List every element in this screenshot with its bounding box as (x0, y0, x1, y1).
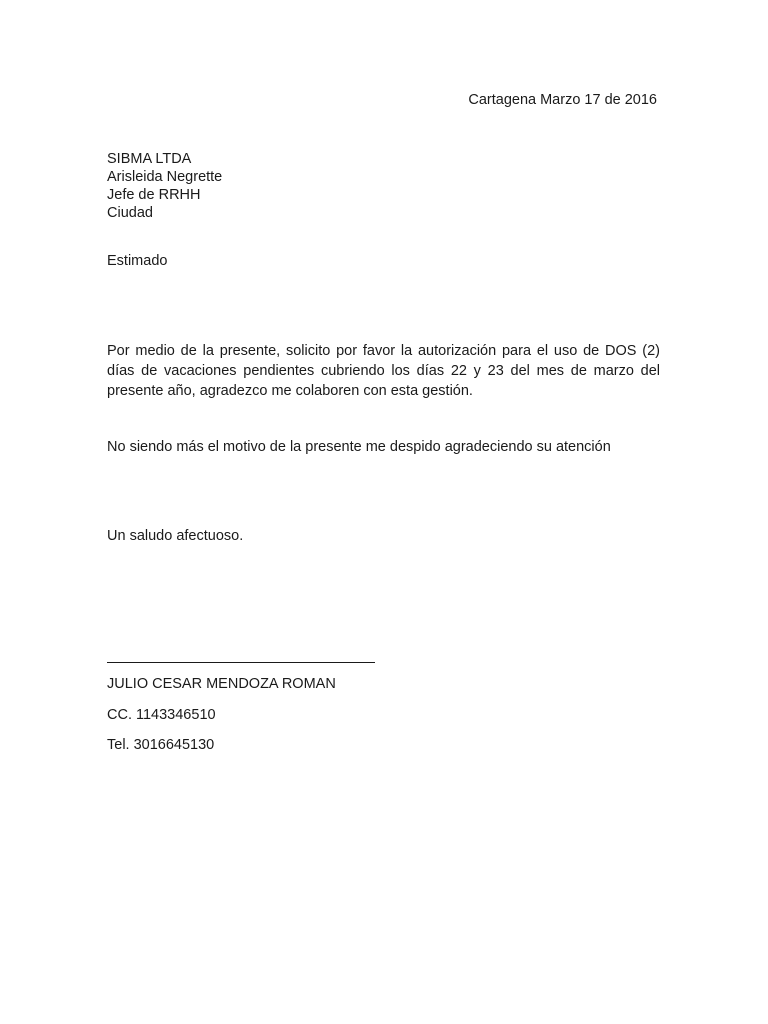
signature-line (107, 662, 375, 663)
signer-phone: Tel. 3016645130 (107, 737, 215, 753)
letter-date: Cartagena Marzo 17 de 2016 (468, 92, 657, 108)
letter-body: Por medio de la presente, solicito por favor la autorización para el uso de DOS (2) días de vacaciones pendientes cubriendo los días 22 y 23 del mes de marzo del presente año, agradezco me colaboren con esta gestión. (107, 343, 660, 399)
recipient-company: SIBMA LTDA (107, 151, 192, 167)
sign-off: Un saludo afectuoso. (107, 528, 244, 544)
closing-statement: No siendo más el motivo de la presente me despido agradeciendo su atención (107, 439, 611, 455)
signer-id: CC. 1143346510 (107, 707, 216, 723)
recipient-block (107, 150, 222, 222)
signer-name: JULIO CESAR MENDOZA ROMAN (107, 676, 336, 692)
recipient-city: Ciudad (107, 205, 153, 221)
letter-greeting: Estimado (107, 253, 168, 269)
recipient-name: Arisleida Negrette (107, 169, 223, 185)
recipient-position: Jefe de RRHH (107, 187, 201, 203)
